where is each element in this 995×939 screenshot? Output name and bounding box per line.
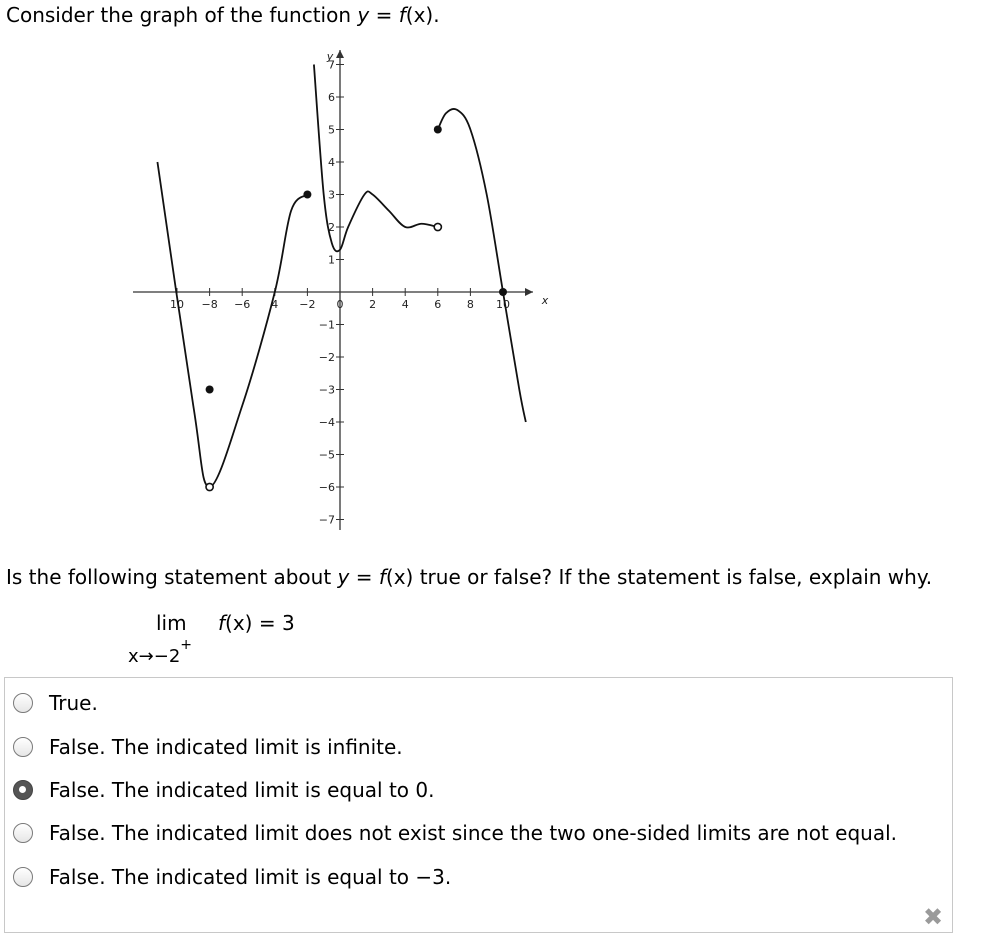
closed-point bbox=[206, 386, 214, 394]
y-tick-label: −5 bbox=[318, 448, 335, 462]
option-false-infinite[interactable] bbox=[13, 732, 403, 762]
option-label: False. The indicated limit is equal to 0. bbox=[49, 778, 435, 802]
option-label: False. The indicated limit is equal to −3. bbox=[49, 865, 452, 889]
lim-word: lim bbox=[156, 611, 187, 635]
x-tick-label: 4 bbox=[271, 298, 279, 311]
y-tick-label: 4 bbox=[328, 156, 335, 169]
y-axis-label: y bbox=[326, 50, 334, 63]
radio-button[interactable] bbox=[13, 737, 33, 757]
close-icon[interactable]: ✖ bbox=[922, 903, 944, 931]
y-tick-label: 1 bbox=[328, 253, 335, 267]
option-label: True. bbox=[49, 691, 98, 715]
y-tick-label: −2 bbox=[318, 351, 335, 364]
x-tick-label: −2 bbox=[299, 298, 316, 311]
x-tick-label: 10 bbox=[170, 298, 184, 311]
graph-axes bbox=[133, 50, 549, 530]
y-tick-label: 7 bbox=[328, 58, 335, 72]
radio-button-selected[interactable] bbox=[13, 780, 33, 800]
option-false-neg3[interactable] bbox=[13, 862, 451, 892]
closed-point bbox=[499, 288, 507, 296]
option-false-dne[interactable] bbox=[13, 818, 897, 848]
y-tick-label: −6 bbox=[318, 481, 335, 494]
x-axis-arrow bbox=[525, 288, 533, 296]
limit-approach: x→−2+ bbox=[128, 637, 193, 667]
open-point bbox=[434, 223, 441, 230]
question-statement: Is the following statement about y = f(x) true or false? If the statement is false, explain why. bbox=[6, 565, 933, 589]
curve-segment bbox=[157, 162, 307, 487]
graph-curves bbox=[157, 65, 525, 488]
y-axis-arrow bbox=[336, 50, 344, 58]
x-tick-label: 2 bbox=[369, 298, 377, 311]
x-axis-label: x bbox=[541, 294, 549, 307]
y-tick-label: 5 bbox=[328, 123, 335, 137]
y-tick-label: 2 bbox=[328, 221, 335, 234]
y-tick-label: 3 bbox=[328, 188, 335, 202]
option-label: False. The indicated limit is infinite. bbox=[49, 735, 403, 759]
x-tick-label: 8 bbox=[466, 298, 474, 311]
y-tick-label: 6 bbox=[328, 91, 335, 104]
radio-button[interactable] bbox=[13, 867, 33, 887]
limit-function: f(x) = 3 bbox=[218, 611, 295, 635]
open-point bbox=[206, 483, 213, 490]
option-false-zero[interactable] bbox=[13, 775, 434, 805]
y-tick-label: −4 bbox=[318, 416, 335, 429]
y-tick-label: −1 bbox=[318, 318, 335, 332]
answer-choices bbox=[4, 677, 953, 933]
x-tick-label: 4 bbox=[401, 298, 409, 311]
x-tick-label: 10 bbox=[496, 298, 510, 311]
closed-point bbox=[434, 126, 442, 134]
closed-point bbox=[303, 191, 311, 199]
x-tick-label: 6 bbox=[434, 298, 442, 311]
radio-button[interactable] bbox=[13, 823, 33, 843]
question-intro: Consider the graph of the function y = f(x). bbox=[6, 3, 440, 27]
x-tick-label: −6 bbox=[234, 298, 251, 311]
graph-points bbox=[206, 123, 507, 491]
curve-segment bbox=[438, 109, 526, 422]
option-label: False. The indicated limit does not exist since the two one-sided limits are not equal. bbox=[49, 821, 898, 845]
y-tick-label: −7 bbox=[318, 513, 335, 527]
x-tick-label: 0 bbox=[336, 298, 344, 311]
y-tick-label: −3 bbox=[318, 383, 335, 397]
x-tick-label: −8 bbox=[201, 298, 218, 311]
option-true[interactable] bbox=[13, 688, 98, 718]
radio-button[interactable] bbox=[13, 693, 33, 713]
